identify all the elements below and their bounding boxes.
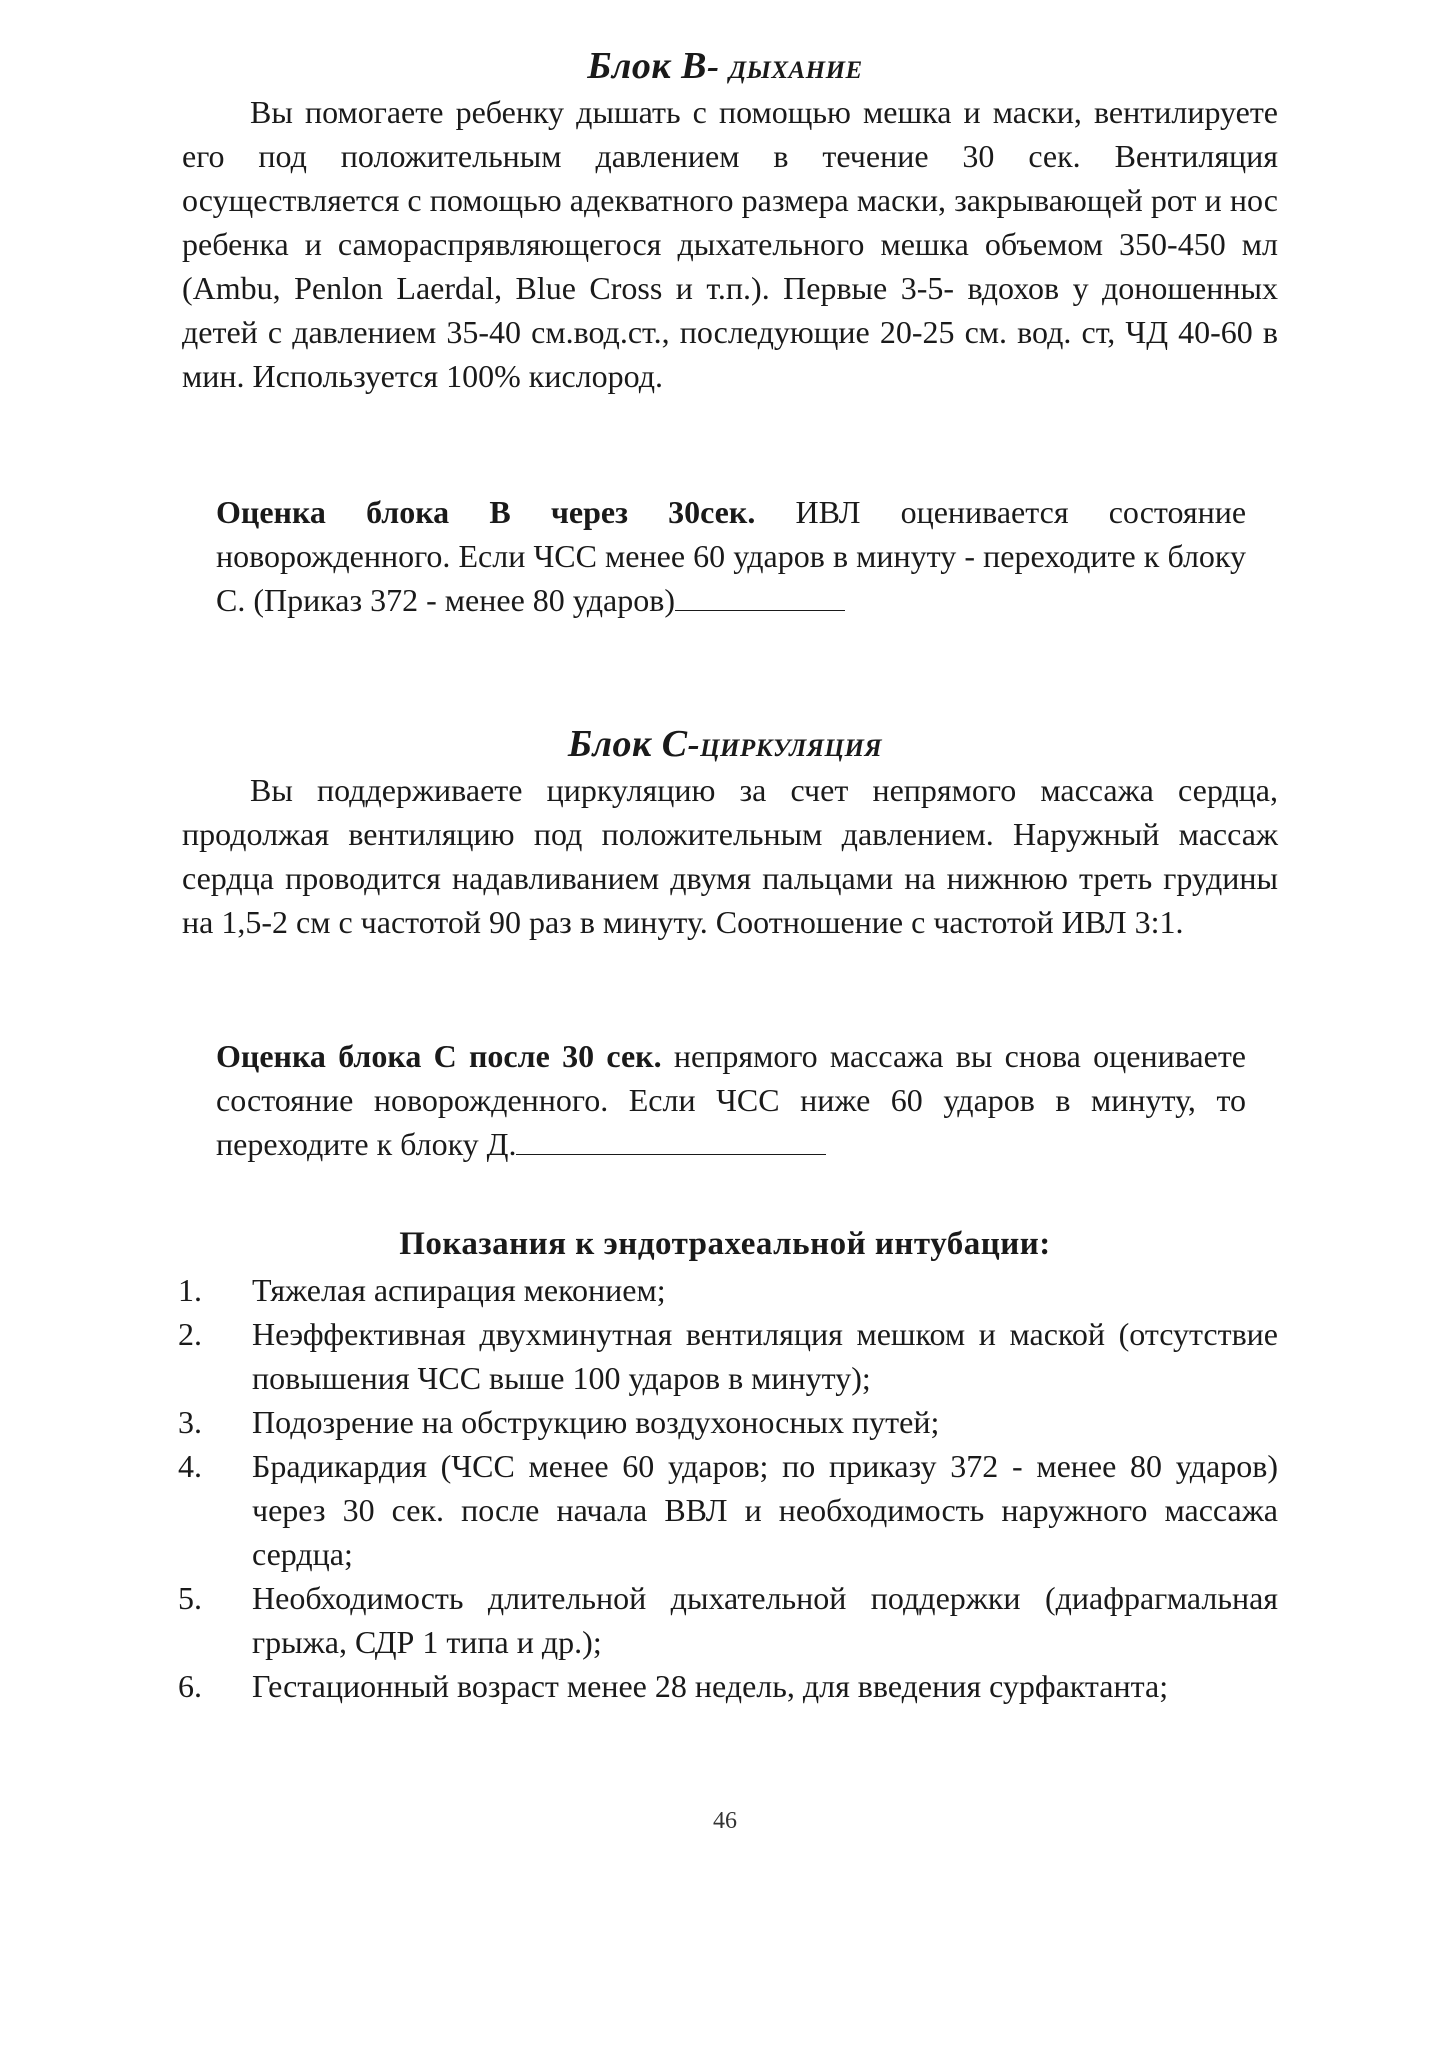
block-b-title: Блок В [587,45,708,87]
page-number: 46 [713,1808,737,1834]
indications-title: Показания к эндотрахеальной интубации: [399,1226,1051,1262]
list-item-number: 1. [178,1272,202,1308]
block-b-heading [0,44,1450,88]
blank-line [675,580,845,611]
block-b-subtitle: - дыхание [707,46,863,86]
list-item-text: Подозрение на обструкцию воздухоносных путей; [252,1404,940,1440]
block-b-body: Вы помогаете ребенку дышать с помощью мешка и маски, вентилируете его под положительным давлением в течение 30 сек. Вентиляция осуществляется с помощью адекватного размера маски, закрывающей рот и нос ребенка и самораспрявляющегося дыхательного мешка объемом 350-450 мл (Ambu, Penlon Laerdal, Blue Cross и т.п.). Первые 3-5- вдохов у доношенных детей с давлением 35-40 см.вод.ст., последующие 20-25 см. вод. ст, ЧД 40-60 в мин. Используется 100% кислород. [182,94,1278,394]
list-item-text: Брадикардия (ЧСС менее 60 ударов; по приказу 372 - менее 80 ударов) через 30 сек. после начала ВВЛ и необходимость наружного массажа сердца; [252,1448,1278,1572]
list-item-number: 2. [178,1316,202,1352]
list-item-text: Неэффективная двухминутная вентиляция мешком и маской (отсутствие повышения ЧСС выше 100 ударов в минуту); [252,1316,1278,1396]
block-c-subtitle: -циркуляция [687,724,883,764]
list-item [178,1576,1278,1664]
block-c-title: Блок С [567,723,688,765]
list-item-number: 6. [178,1668,202,1704]
list-item-number: 5. [178,1580,202,1616]
list-item [178,1400,1278,1444]
list-item [178,1312,1278,1400]
block-c-body: Вы поддерживаете циркуляцию за счет непрямого массажа сердца, продолжая вентиляцию под положительным давлением. Наружный массаж сердца проводится надавливанием двумя пальцами на нижнюю треть грудины на 1,5-2 см с частотой 90 раз в минуту. Соотношение с частотой ИВЛ 3:1. [182,772,1278,940]
block-c-heading [0,722,1450,766]
list-item [178,1444,1278,1576]
block-b-assessment-text: ИВЛ оценивается состояние новорожденного. Если ЧСС менее 60 ударов в минуту - переходите к блоку С. (Приказ 372 - менее 80 ударов) [216,494,1247,618]
list-item-text: Гестационный возраст менее 28 недель, для введения сурфактанта; [252,1668,1169,1704]
blank-line [516,1124,826,1155]
list-item-text: Необходимость длительной дыхательной поддержки (диафрагмальная грыжа, СДР 1 типа и др.); [252,1580,1278,1660]
list-item-number: 3. [178,1404,202,1440]
block-b-assessment-lead: Оценка блока В через 30сек. [216,494,756,530]
block-c-assessment-lead: Оценка блока С после 30 сек. [216,1038,662,1074]
block-c-assessment-text: непрямого массажа вы снова оцениваете состояние новорожденного. Если ЧСС ниже 60 ударов в минуту, то переходите к блоку Д. [216,1038,1247,1162]
list-item [178,1664,1278,1708]
list-item-number: 4. [178,1448,202,1484]
list-item-text: Тяжелая аспирация меконием; [252,1272,666,1308]
block-b-assessment [216,490,1246,622]
indications-list [178,1268,1278,1708]
list-item [178,1268,1278,1312]
block-c-assessment [216,1034,1246,1166]
